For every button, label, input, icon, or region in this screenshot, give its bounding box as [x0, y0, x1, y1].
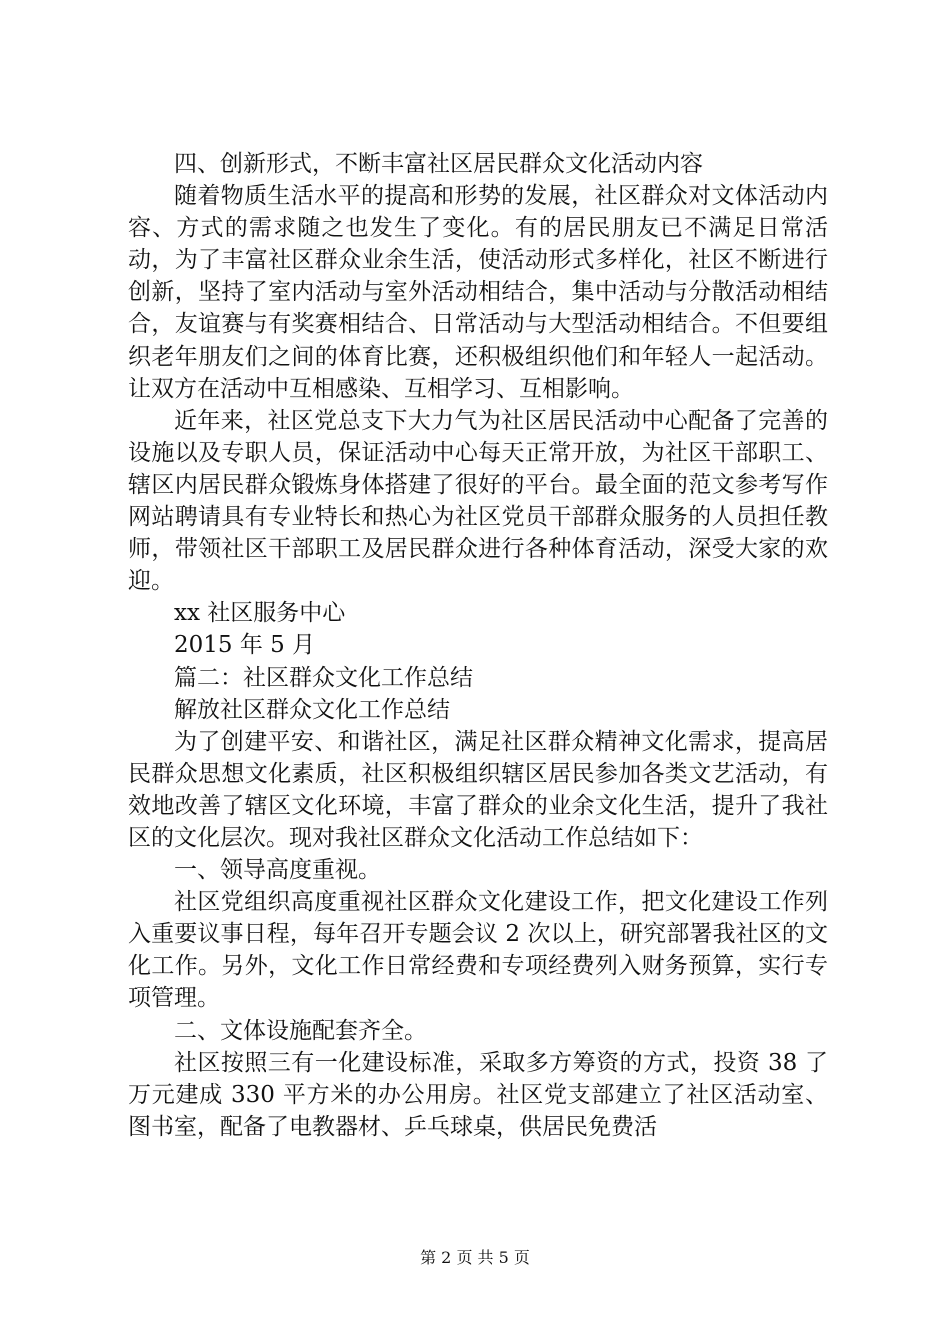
body-paragraph: 社区党组织高度重视社区群众文化建设工作，把文化建设工作列入重要议事日程，每年召开专题会议 2 次以上，研究部署我社区的文化工作。另外，文化工作日常经费和专项经费列入财务预算，实行专项管理。: [128, 889, 828, 1012]
section-heading-one: 一、领导高度重视。: [174, 857, 381, 884]
body-paragraph: 随着物质生活水平的提高和形势的发展，社区群众对文体活动内容、方式的需求随之也发生了变化。有的居民朋友已不满足日常活动，为了丰富社区群众业余生活，使活动形式多样化，社区不断进行创新，坚持了室内活动与室外活动相结合，集中活动与分散活动相结合，友谊赛与有奖赛相结合、日常活动与大型活动相结合。不但要组织老年朋友们之间的体育比赛，还积极组织他们和年轻人一起活动。让双方在活动中互相感染、互相学习、互相影响。: [128, 183, 828, 402]
section-heading-two: 二、文体设施配套齐全。: [174, 1017, 427, 1044]
body-paragraph: 为了创建平安、和谐社区，满足社区群众精神文化需求，提高居民群众思想文化素质，社区积极组织辖区居民参加各类文艺活动，有效地改善了辖区文化环境，丰富了群众的业余文化生活，提升了我社区的文化层次。现对我社区群众文化活动工作总结如下：: [128, 728, 828, 851]
section-heading-four: 四、创新形式，不断丰富社区居民群众文化活动内容: [174, 151, 703, 177]
document-body: [128, 148, 828, 1143]
signature-organization: xx 社区服务中心: [174, 600, 346, 627]
page-number-footer: 第 2 页 共 5 页: [420, 1248, 530, 1267]
body-paragraph: 近年来，社区党总支下大力气为社区居民活动中心配备了完善的设施以及专职人员，保证活动中心每天正常开放，为社区干部职工、辖区内居民群众锻炼身体搭建了很好的平台。最全面的范文参考写作网站聘请具有专业特长和热心为社区党员干部群众服务的人员担任教师，带领社区干部职工及居民群众进行各种体育活动，深受大家的欢迎。: [128, 407, 828, 595]
section-subtitle: 解放社区群众文化工作总结: [174, 696, 450, 723]
body-paragraph: 社区按照三有一化建设标准，采取多方筹资的方式，投资 38 了万元建成 330 平方米的办公用房。社区党支部建立了社区活动室、图书室，配备了电教器材、乒乓球桌，供居民免费活: [128, 1049, 828, 1140]
signature-date: 2015 年 5 月: [174, 632, 316, 659]
section-title: 篇二：社区群众文化工作总结: [174, 664, 473, 691]
